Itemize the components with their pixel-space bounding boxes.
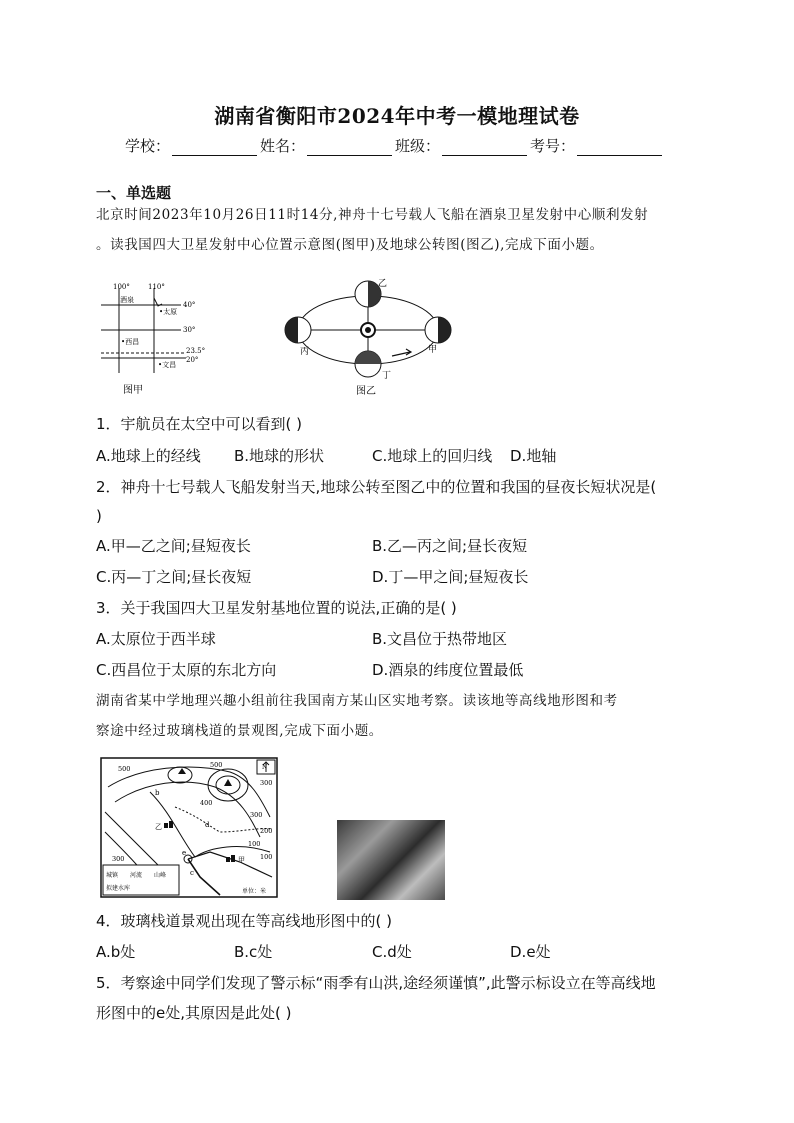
q1-option-d[interactable]: D.地轴	[510, 447, 557, 465]
contour-label-1: 500	[118, 765, 131, 773]
position-bing-label: 丙	[300, 347, 310, 357]
question-5-stem: 5．考察途中同学们发现了警示标“雨季有山洪,途经须谨慎”,此警示标设立在等高线地	[96, 974, 656, 992]
contour-label-6: 300	[112, 855, 125, 863]
lon-100-label: 100°	[113, 283, 130, 291]
figure-jia-map	[96, 278, 226, 400]
position-ding-label: 丁	[382, 371, 392, 381]
figure-yi-caption: 图乙	[356, 386, 376, 397]
earth-ding-icon	[355, 351, 381, 377]
class-label: 班级：	[395, 137, 441, 155]
taiyuan-label: •太原	[159, 308, 178, 316]
question-5-stem-end: 形图中的e处,其原因是此处( )	[96, 1004, 292, 1022]
material-1-line-1: 北京时间2023年10月26日11时14分,神舟十七号载人飞船在酒泉卫星发射中心顺利发射	[96, 207, 649, 223]
point-b-label: b	[155, 789, 160, 797]
name-label: 姓名：	[260, 137, 306, 155]
exam-number-label: 考号：	[530, 137, 576, 155]
lat-40-label: 40°	[183, 301, 196, 309]
section-heading: 一、单选题	[96, 184, 172, 202]
q3-option-d[interactable]: D.酒泉的纬度位置最低	[372, 661, 524, 679]
jiuquan-label: 酒泉	[120, 296, 134, 304]
q3-option-c[interactable]: C.西昌位于太原的东北方向	[96, 661, 277, 679]
position-yi-label: 乙	[378, 279, 388, 289]
jia-town-label: 甲	[238, 856, 245, 864]
contour-label-9: 200	[260, 827, 273, 835]
legend-river: 河流	[130, 872, 143, 879]
contour-map	[100, 757, 280, 899]
q2-option-c[interactable]: C.丙—丁之间;昼长夜短	[96, 568, 252, 586]
legend-reservoir: 拟建水库	[106, 885, 131, 892]
q2-option-d[interactable]: D.丁—甲之间;昼短夜长	[372, 568, 529, 586]
point-d-label: d	[205, 821, 210, 829]
unit-label: 单位：米	[242, 888, 267, 895]
material-2-line-1: 湖南省某中学地理兴趣小组前往我国南方某山区实地考察。读该地等高线地形图和考	[96, 693, 618, 709]
q2-option-b[interactable]: B.乙—丙之间;昼长夜短	[372, 537, 528, 555]
q4-option-c[interactable]: C.d处	[372, 943, 412, 961]
point-e-label: e	[182, 849, 187, 857]
earth-bing-icon	[285, 317, 311, 343]
contour-label-7: 100	[248, 840, 261, 848]
glass-walkway-photo	[337, 820, 445, 900]
question-1-stem: 1．宇航员在太空中可以看到( )	[96, 415, 303, 433]
q3-option-b[interactable]: B.文昌位于热带地区	[372, 630, 508, 648]
exam-title: 湖南省衡阳市2024年中考一模地理试卷	[214, 104, 580, 128]
point-c-label: c	[190, 869, 194, 877]
q1-option-c[interactable]: C.地球上的回归线	[372, 447, 493, 465]
exam-number-field[interactable]	[577, 139, 662, 156]
question-2-stem-end: )	[96, 507, 102, 525]
lat-30-label: 30°	[183, 326, 196, 334]
lat-20-label: 20°	[186, 356, 199, 364]
figure-jia-caption: 图甲	[123, 385, 143, 396]
contour-label-2: 500	[210, 761, 223, 769]
legend-peak: 山峰	[154, 872, 167, 879]
q4-option-b[interactable]: B.c处	[234, 943, 273, 961]
q1-option-a[interactable]: A.地球上的经线	[96, 447, 201, 465]
north-label: N	[262, 764, 268, 771]
yi-town-label: 乙	[155, 823, 162, 831]
q4-option-d[interactable]: D.e处	[510, 943, 551, 961]
school-label: 学校：	[125, 137, 171, 155]
contour-label-5: 100	[260, 853, 273, 861]
earth-jia-icon	[425, 317, 451, 343]
wenchang-label: •文昌	[158, 361, 177, 369]
contour-label-4: 400	[200, 799, 213, 807]
position-jia-label: 甲	[428, 345, 438, 355]
material-1	[96, 200, 706, 260]
lon-110-label: 110°	[148, 283, 165, 291]
name-field[interactable]	[307, 139, 392, 156]
school-field[interactable]	[172, 139, 257, 156]
legend-town: 城镇	[106, 872, 119, 879]
question-3-stem: 3．关于我国四大卫星发射基地位置的说法,正确的是( )	[96, 599, 457, 617]
question-2-stem: 2．神舟十七号载人飞船发射当天,地球公转至图乙中的位置和我国的昼夜长短状况是(	[96, 478, 657, 496]
q1-option-b[interactable]: B.地球的形状	[234, 447, 325, 465]
contour-label-8: 300	[250, 811, 263, 819]
material-1-line-2: 。读我国四大卫星发射中心位置示意图(图甲)及地球公转图(图乙),完成下面小题。	[96, 237, 604, 253]
xichang-label: •西昌	[121, 338, 140, 346]
material-2-line-2: 察途中经过玻璃栈道的景观图,完成下面小题。	[96, 723, 383, 739]
question-4-stem: 4．玻璃栈道景观出现在等高线地形图中的( )	[96, 912, 393, 930]
contour-label-3: 300	[260, 779, 273, 787]
q4-option-a[interactable]: A.b处	[96, 943, 136, 961]
student-info-row	[125, 135, 665, 156]
class-field[interactable]	[442, 139, 527, 156]
q2-option-a[interactable]: A.甲—乙之间;昼短夜长	[96, 537, 251, 555]
material-2	[96, 686, 706, 746]
lat-23-label: 23.5°	[186, 347, 206, 355]
figure-yi-orbit	[282, 272, 462, 400]
q3-option-a[interactable]: A.太原位于西半球	[96, 630, 216, 648]
